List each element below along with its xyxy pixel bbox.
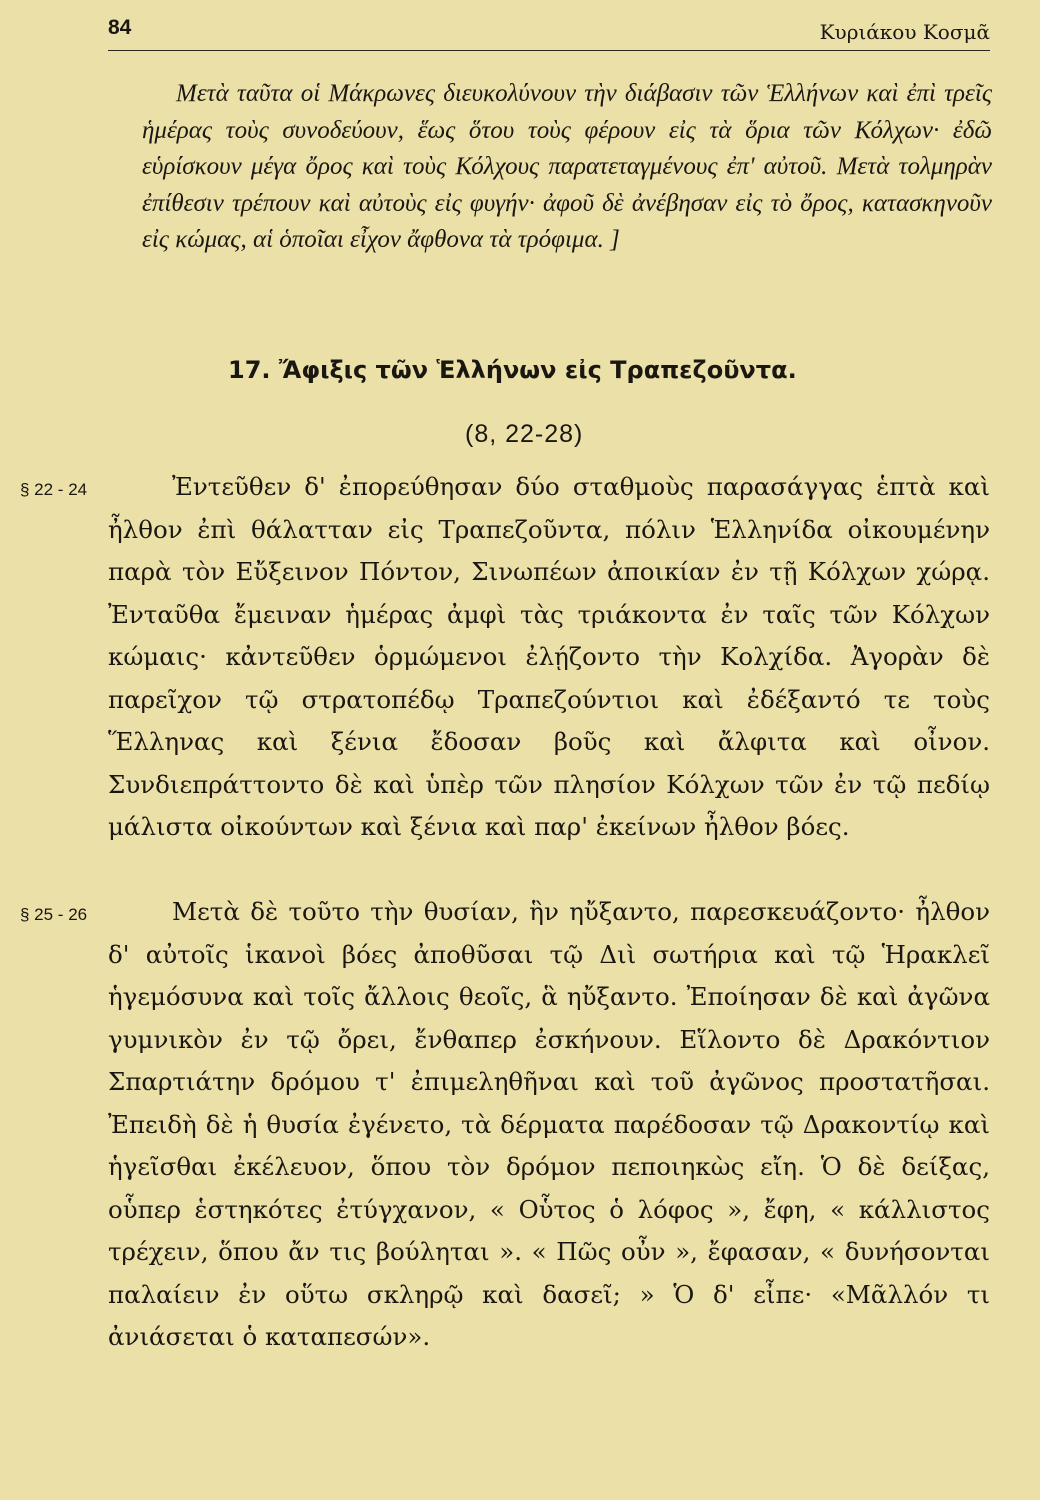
running-head: Κυριάκου Κοσμᾶ [819, 20, 990, 44]
section-references: (8, 22-28) [465, 420, 584, 448]
page-number: 84 [108, 16, 132, 39]
greek-paragraph: Μετὰ δὲ τοῦτο τὴν θυσίαν, ἣν ηὔξαντο, παρεσκευάζοντο· ἦλθον δ' αὐτοῖς ἱκανοὶ βόες ἀποθῦσαι τῷ Διὶ σωτήρια καὶ τῷ Ἡρακλεῖ ἡγεμόσυνα καὶ τοῖς ἄλλοις θεοῖς, ἃ ηὔξαντο. Ἐποίησαν δὲ καὶ ἀγῶνα γυμνικὸν ἐν τῷ ὄρει, ἔνθαπερ ἐσκήνουν. Εἵλοντο δὲ Δρακόντιον Σπαρτιάτην δρόμου τ' ἐπιμεληθῆναι καὶ τοῦ ἀγῶνος προστατῆσαι. Ἐπειδὴ δὲ ἡ θυσία ἐγένετο, τὰ δέρματα παρέδοσαν τῷ Δρακοντίῳ καὶ ἡγεῖσθαι ἐκέλευον, ὅπου τὸν δρόμον πεποιηκὼς εἴη. Ὁ δὲ δείξας, οὗπερ ἑστηκότες ἐτύγχανον, « Οὗτος ὁ λόφος », ἔφη, « κάλλιστος τρέχειν, ὅπου ἄν τις βούληται ». « Πῶς οὖν », ἔφασαν, « δυνήσονται παλαίειν ἐν οὕτω σκληρῷ καὶ δασεῖ; » Ὁ δ' εἶπε· «Μᾶλλόν τι ἀνιάσεται ὁ καταπεσών». [108, 897, 990, 1351]
marginal-reference: § 22 - 24 [20, 480, 88, 499]
section-title: 17. Ἄφιξις τῶν Ἑλλήνων εἰς Τραπεζοῦντα. [228, 356, 797, 384]
page-header [108, 14, 990, 51]
greek-paragraph: Ἐντεῦθεν δ' ἐπορεύθησαν δύο σταθμοὺς παρασάγγας ἑπτὰ καὶ ἦλθον ἐπὶ θάλατταν εἰς Τραπεζοῦντα, πόλιν Ἑλληνίδα οἰκουμένην παρὰ τὸν Εὔξεινον Πόντον, Σινωπέων ἀποικίαν ἐν τῇ Κόλχων χώρᾳ. Ἐνταῦθα ἔμειναν ἡμέρας ἀμφὶ τὰς τριάκοντα ἐν ταῖς τῶν Κόλχων κώμαις· κἀντεῦθεν ὁρμώμενοι ἐλῄζοντο τὴν Κολχίδα. Ἀγορὰν δὲ παρεῖχον τῷ στρατοπέδῳ Τραπεζούντιοι καὶ ἐδέξαντό τε τοὺς Ἕλληνας καὶ ξένια ἔδοσαν βοῦς καὶ ἄλφιτα καὶ οἶνον. Συνδιεπράττοντο δὲ καὶ ὑπὲρ τῶν πλησίον Κόλχων τῶν ἐν τῷ πεδίῳ μάλιστα οἰκούντων καὶ ξένια καὶ παρ' ἐκείνων ἦλθον βόες. [108, 472, 990, 841]
marginal-reference: § 25 - 26 [20, 905, 88, 924]
summary-note: Μετὰ ταῦτα οἱ Μάκρωνες διευκολύνουν τὴν διάβασιν τῶν Ἑλλήνων καὶ ἐπὶ τρεῖς ἡμέρας τοὺς συνοδεύουν, ἕως ὅτου τοὺς φέρουν εἰς τὰ ὅρια τῶν Κόλχων· ἐδῶ εὑρίσκουν μέγα ὄρος καὶ τοὺς Κόλχους παρατεταγμένους ἐπ' αὐτοῦ. Μετὰ τολμηρὰν ἐπίθεσιν τρέπουν καὶ αὐτοὺς εἰς φυγήν· ἀφοῦ δὲ ἀνέβησαν εἰς τὸ ὄρος, κατασκηνοῦν εἰς κώμας, αἱ ὁποῖαι εἶχον ἄφθονα τὰ τρόφιμα. ] [142, 80, 992, 253]
